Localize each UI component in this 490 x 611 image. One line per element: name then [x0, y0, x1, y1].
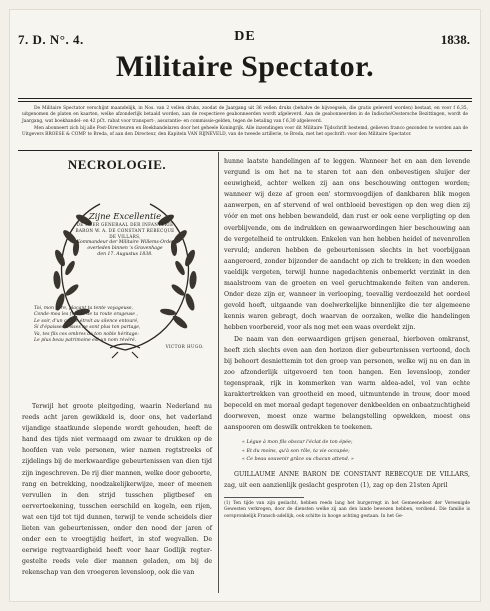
footnote-rule — [224, 497, 304, 498]
body-paragraph: De naam van den eerwaardigen grijsen generaal, hierboven omkranst, heeft zich slechts even aan den horizon dier gebeurtenissen vertoond, doch bij behoort desniettemin tot den groep van personen, welke wij nu en dan in zoo afzonderlijk uitgevoerd ten toon hangen. Een levensloop, zonder tegenspraak, rijk in kommerken van warm aldea-adel, vol van echte karaktertrekken van grootheid en moed, uitmuntende in trouw, door moed bepeceld en met moraal gedapt tegenover denkbeelden en onbaatzuchtigheid doorweven, moest onze warme belangstelling opwekken, moest ons aanspooren om deswilk ontrekken te toekenen. — [224, 335, 470, 432]
quote-line: « Et du moins, qu'à son rôle, ta vie occupée; — [242, 448, 350, 454]
notice-paragraph: De Militaire Spectator verschijnt maandelijk, in Nos. van 2 vellen druks, zoodat de Jaargang uit 36 vellen druks (behalve de bijvoegsels, die gratis geleverd worden) bestaat, en voor f 6,35, uitgenomen de platen en kaarten, welke afzonderlijk betaald worden, aan de respectieve geabonneerden wordt afgeleverd. Aan de geabonneerden in de Indische/Oostersche Bezittingen, wordt de Jaargang, wat boekhandel- en 42 pCt. rabat voor transport-, assurantie- en commissie-gelden, tegen de betaling van f 6,30 afgeleverd. — [22, 106, 468, 124]
poem-line: Le plus beau patrimoine est un nom révéré. — [34, 338, 137, 344]
column-divider — [218, 152, 219, 593]
masthead — [10, 10, 480, 100]
publication-title: Militaire Spectator. — [115, 50, 375, 83]
necrologie-heading: NECROLOGIE. — [67, 157, 167, 172]
left-body-text — [22, 401, 212, 579]
inscription-line: DE HEER GENERAAL DER INFANTERIE — [76, 222, 174, 227]
inscription-line: Kommandeur der Militaire Willems-Orde, — [76, 240, 174, 245]
year: 1838. — [440, 32, 470, 47]
body-paragraph: GUILLAUME ANNE BARON DE CONSTANT REBECQUE DE VILLARS, zag, uit een aanzienlijk geslacht gesproten (1), zag op den 21sten April — [224, 470, 470, 489]
epigraph-poem — [34, 306, 204, 351]
quote-line: « Ce beau souvenir grâce ou chacun attend. » — [242, 457, 354, 463]
section-rule — [18, 150, 472, 151]
left-column — [22, 156, 212, 577]
poem-line: Si d'épaisses trisses ne sont plus ton partage, — [34, 325, 141, 331]
poem-line: Va, tes fils ces ombres de ton noble héritage: — [34, 331, 139, 337]
masthead-rule-thin — [18, 101, 472, 102]
masthead-rule — [18, 98, 472, 99]
footnote: (1) Ten tijde van zijn geslacht, hebben reeds lang het burgerregt in het Gemeenebest der Vereenigde Gewesten verkregen, door de diensten welke zij aan den lande bewezen hebben, verdiend. Die familie is oorspronkelijk Fransch-adellijk, ook schitte in hooge achting gestaan. In het Ge- — [224, 501, 470, 519]
body-paragraph: hunne laatste handelingen af te leggen. Wanneer het en aan den levende vergund is om het na te staren tot aan den onbevestigen sluijer der eeuwigheid, achter welken zij aan ons beschouwing onttogen worden; wanneer wij deze af groen een' stormvoogdijen of dankbaren blik mogen aanwerpen, en af stervend of wel ontbloeid bevestigen op den weg dien zij vóór en met ons hebben bewandeld, dan rust er ook eene verpligting op den overblijvende, om de indrukken en gewaarwordingen hier beschouwing aan de vergetelheid te ontrukken. Enkelen van hen hebben heidel of nevenrollen vervuld; anderen hebben de gebeurtenissen slechts in het voorbijgaan aangeroerd, zonder bijzonder de aandacht op zich te trekken; in den woeden vaeldijk vergeten, terwijl hunne nagedachtenis onbemerkt verzinkt in den maalstroom van de groeten en veel geruchtmakende feiten van anderen. Onder deze zijn er, wanneer in verlooping, toevallig verdoezeld het oordeel gevold hoeft, uitgaande van doelwerkelijke binnenlijke die ter algemeene kennis waren gebragt, doch waarvan de oorzaken, welke die handelingen hebben voorbereid, voor als nog met een waas overdekt zijn. — [224, 158, 470, 332]
right-column — [224, 156, 470, 520]
inscription-line: overleden binnen 's Gravenhage — [87, 246, 163, 251]
inscription-line: DE VILLARS, — [109, 234, 141, 239]
poem-line: Conde-moa les franile de ta route orageuse , — [34, 312, 138, 318]
wreath-inscription — [70, 212, 180, 258]
notice-paragraph: Men abonneert zich bij alle Post-Directeuren en Boekhandelaren door het geheele Koningrijk. Alle inzendingen voor dit Militaire Tijdschrift bestemd, gelieven franco gezonden te worden aan de Uitgevers BROESE & COMP. te Breda, of aan den Directeur, den Kapitein VAN RIJNEVELD, van de tweede artillerie, te Breda, met het opschrift: voor den Militaire Spectator. — [22, 125, 468, 138]
poem-line: Le soir, d'un cercle étroit au silence entouré, — [34, 318, 139, 324]
inscription-line: BARON W. A. DE CONSTANT REBECQUE — [75, 228, 175, 233]
french-quote — [242, 439, 470, 465]
title-prefix: DE — [234, 29, 256, 44]
inscription-line: den 17. Augustus 1838. — [97, 252, 153, 257]
poem-line: Toi, mon père, plaçant ta tente voyageuse, — [34, 306, 134, 311]
newspaper-page — [10, 10, 480, 601]
poem-signature: VICTOR HUGO. — [165, 344, 204, 350]
subscription-notice — [22, 106, 468, 139]
volume-number: 7. D. N°. 4. — [18, 32, 84, 47]
body-paragraph: Terwijl het groote pleitgeding, waarin Nederland nu reeds acht jaren gewikkeld is, door ons, het vaderland vijandige staatkunde slepende wordt gehouden, heeft de hand des tijds niet vermaagd om zwaar te drukken op de hoofden van vele personen, wier namen regtstreeks of zijdelings bij de merkwaardige gebeurtenissen van dien tijd zijn ingeschreven. De rij dier mannen, welke door geboorte, rang en betrekking, noodzakelijkerwijze, meer of meenen vervullen in den strijd tusschen pligtbesef en eervertoekening, tusschen eerschild en kogeln, een rijen, wat een tijd tot tijd dunnen, terwijl te vende scheidels dier lieten van gebeurtenissen, onder den nood der jaren of onder een te vroegtijdig heifert, in stof wegvallen. De eerwige regtvaardigheid heeft voor haar Godlijk regter-gestelte reeds vele dier mannen geladen, om bij de rekenschap van den vroegeren levensloop, ook die van — [22, 403, 212, 577]
quote-line: « Légue à mon fils obscur l'éclat de ton épée; — [242, 440, 353, 446]
inscription-line: Zijne Excellentie — [88, 212, 162, 222]
